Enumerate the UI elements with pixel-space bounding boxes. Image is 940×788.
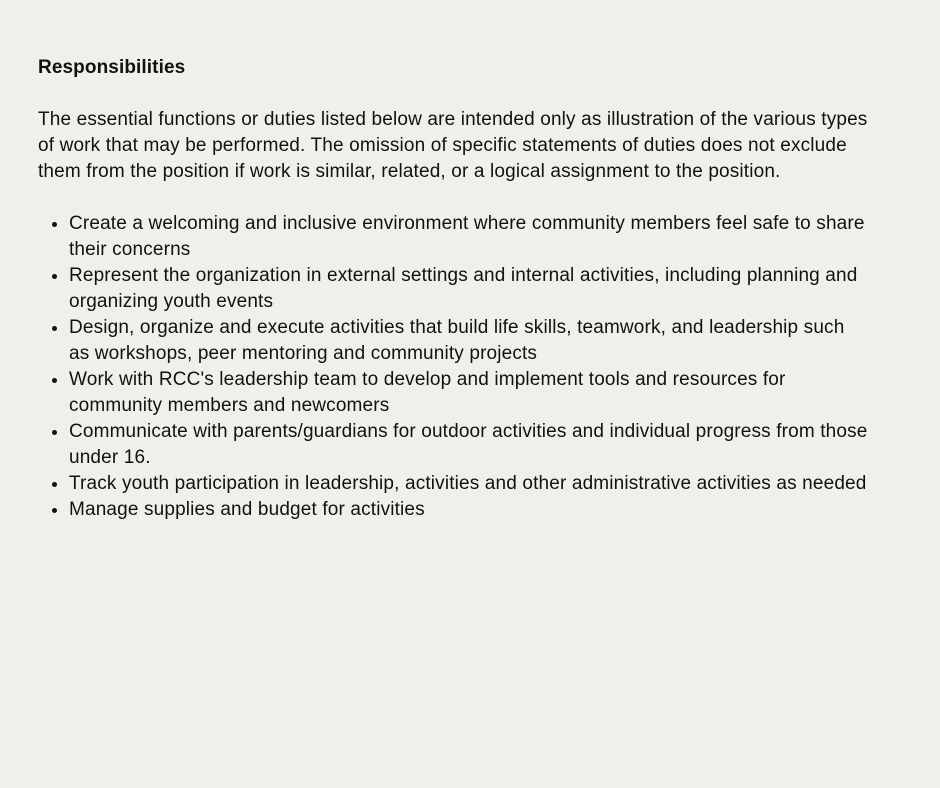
list-item: • Design, organize and execute activities that build life skills, teamwork, and leadership such as workshops, peer mentoring and community projects xyxy=(69,315,868,367)
intro-paragraph: The essential functions or duties listed below are intended only as illustration of the various types of work that may be performed. The omission of specific statements of duties does not exclude them from the position if work is similar, related, or a logical assignment to the position. xyxy=(38,109,868,182)
list-item: • Create a welcoming and inclusive environment where community members feel safe to share their concerns xyxy=(69,211,868,263)
section-heading: Responsibilities xyxy=(38,57,186,78)
document-body xyxy=(38,55,868,523)
responsibilities-list xyxy=(38,211,868,523)
list-item: • Represent the organization in external settings and internal activities, including planning and organizing youth events xyxy=(69,263,868,315)
list-item: • Communicate with parents/guardians for outdoor activities and individual progress from those under 16. xyxy=(69,419,868,471)
list-item: • Work with RCC's leadership team to develop and implement tools and resources for community members and newcomers xyxy=(69,367,868,419)
list-item: • Manage supplies and budget for activities xyxy=(69,497,868,523)
list-item: • Track youth participation in leadership, activities and other administrative activities as needed xyxy=(69,471,868,497)
